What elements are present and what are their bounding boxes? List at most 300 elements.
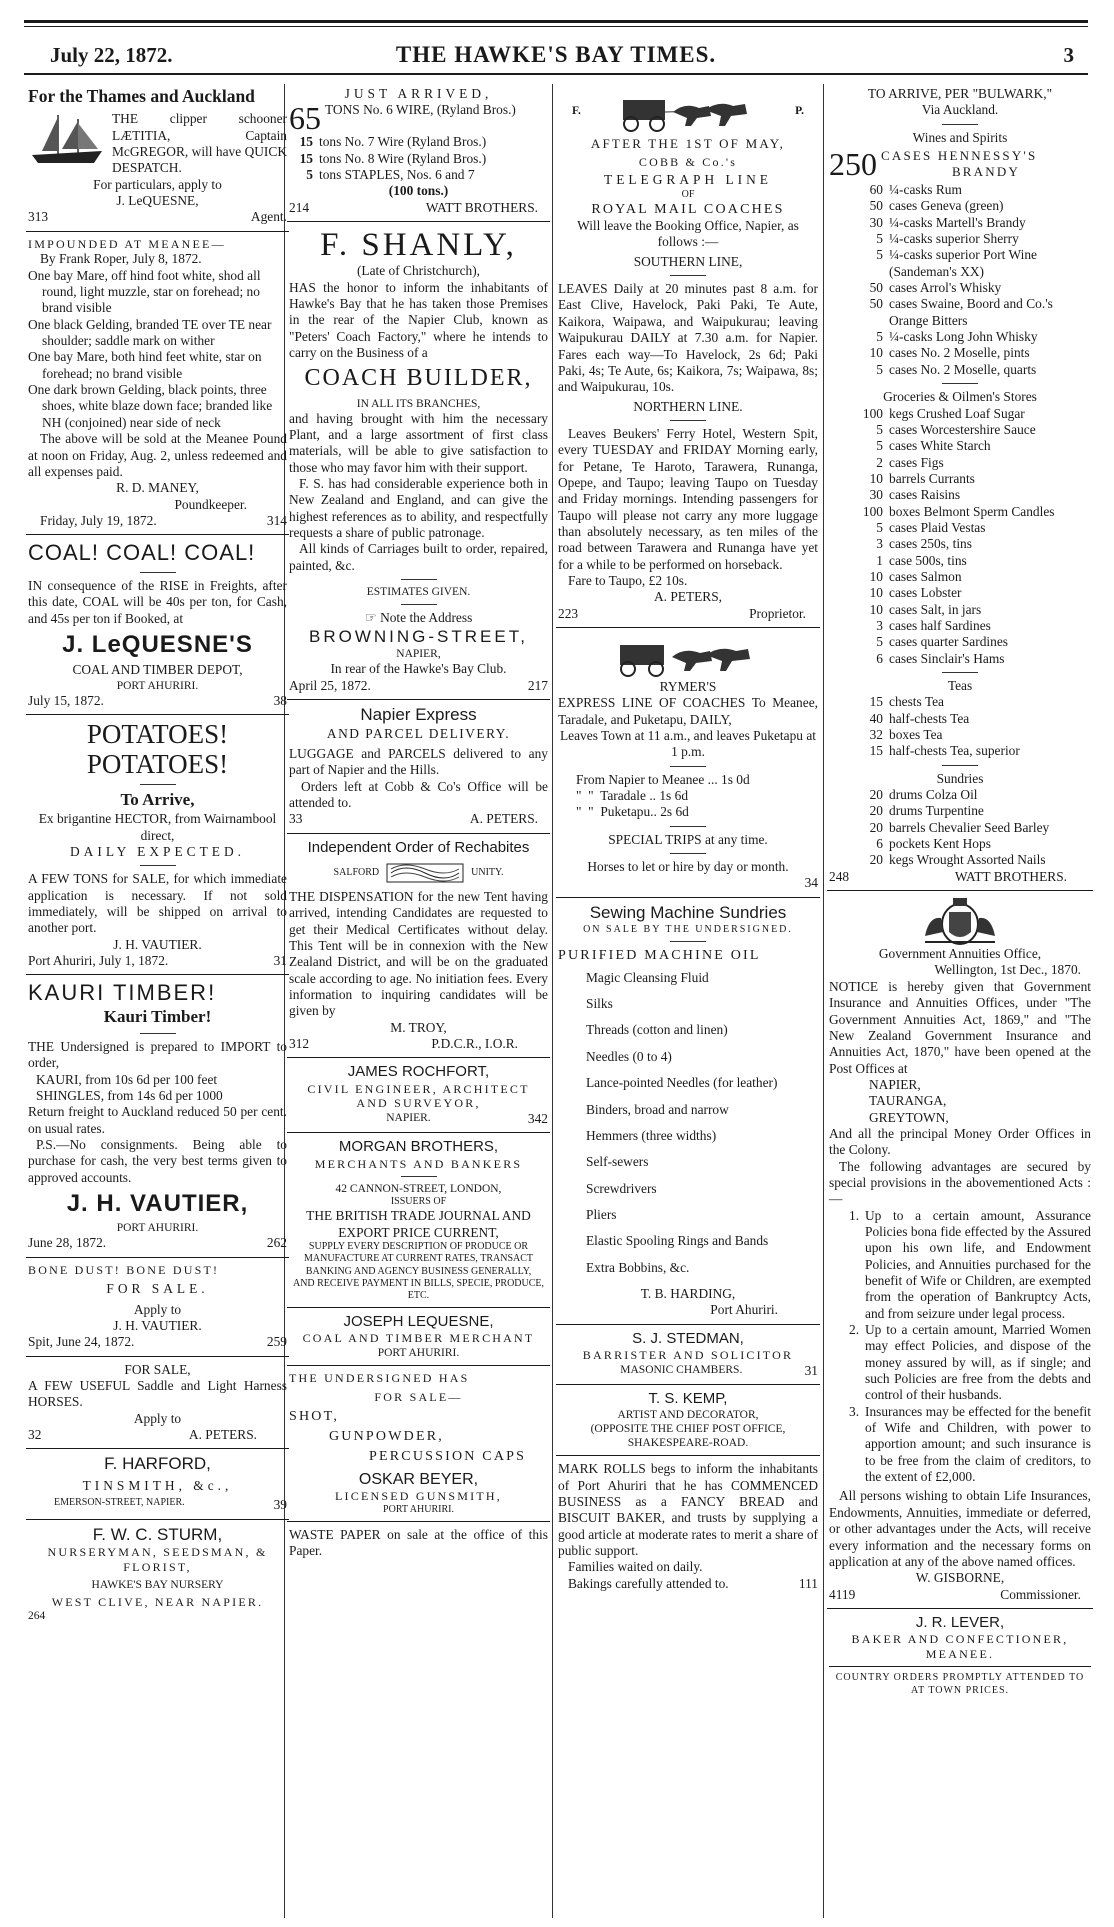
ad-name: F. W. C. STURM, bbox=[92, 1524, 223, 1544]
ad-title: COAL! COAL! COAL! bbox=[28, 540, 256, 566]
ad-name: F. SHANLY, bbox=[320, 227, 517, 264]
list-item: GUNPOWDER, bbox=[329, 1429, 444, 1445]
ad-number: 312 bbox=[289, 1036, 310, 1052]
ad-lever bbox=[827, 1614, 1093, 1697]
ad-body: And all the principal Money Order Offices in the Colony. bbox=[829, 1125, 1091, 1158]
ad-office: Government Annuities Office, bbox=[878, 946, 1042, 962]
ad-number: 38 bbox=[273, 692, 287, 708]
ad-number: 39 bbox=[273, 1497, 287, 1513]
ad-body: THE BRITISH TRADE JOURNAL AND EXPORT PRICE CURRENT, bbox=[306, 1208, 531, 1240]
list-item: PERCUSSION CAPS bbox=[369, 1449, 527, 1465]
ad-name: JAMES ROCHFORT, bbox=[347, 1063, 490, 1081]
quantity: 5 bbox=[876, 247, 883, 263]
ad-fare: Fare to Taupo, £2 10s. bbox=[568, 572, 688, 588]
list-item bbox=[829, 215, 1091, 231]
list-item: Silks bbox=[586, 996, 613, 1012]
ad-name: A. PETERS. bbox=[188, 1426, 257, 1442]
quantity: 30 bbox=[869, 214, 883, 230]
ad-title: KAURI TIMBER! bbox=[28, 980, 217, 1006]
ad-name: MORGAN BROTHERS, bbox=[338, 1138, 499, 1156]
ad-trade: TINSMITH, &c., bbox=[82, 1477, 233, 1493]
ad-place: WEST CLIVE, NEAR NAPIER. bbox=[51, 1594, 264, 1609]
ad-bone-dust bbox=[26, 1263, 289, 1351]
ad-trade: LICENSED GUNSMITH, bbox=[335, 1489, 502, 1504]
ad-label: OF bbox=[681, 188, 695, 200]
ad-subtitle: SPECIAL TRIPS at any time. bbox=[608, 831, 768, 847]
ad-morgan bbox=[287, 1138, 550, 1302]
ad-title: THE UNDERSIGNED HAS bbox=[289, 1371, 470, 1386]
ad-number: 34 bbox=[804, 875, 818, 891]
item-description: cases Arrol's Whisky bbox=[889, 280, 1002, 296]
ad-trade: BAKER AND CONFECTIONER, bbox=[851, 1632, 1069, 1647]
list-item: BRANDY bbox=[951, 163, 1021, 179]
quantity: 32 bbox=[869, 727, 883, 743]
ad-subtitle: To Arrive, bbox=[120, 790, 195, 810]
ad-kauri bbox=[26, 980, 289, 1251]
royal-coat-of-arms-icon bbox=[885, 896, 1035, 946]
fare-row: " " Puketapu.. 2s 6d bbox=[576, 804, 689, 820]
list-item: One black Gelding, branded TE over TE near shoulder; saddle mark on wither bbox=[28, 316, 272, 349]
ad-body: Bakings carefully attended to. bbox=[568, 1575, 729, 1591]
list-item: Up to a certain amount, Assurance Policies bona fide effected by the Assured upon his own life, and Endowment Policies, and Annuities purchased for the benefit of Wife or Children, are exempted from the operation of Bankruptcy Acts, and from seizure under legal process. bbox=[865, 1207, 1091, 1321]
quantity: 15 bbox=[299, 150, 313, 166]
ad-joseph-lequesne bbox=[287, 1313, 550, 1360]
item-description: cases Swaine, Boord and Co.'s Orange Bitters bbox=[889, 296, 1053, 328]
ad-number: 214 bbox=[289, 199, 310, 215]
list-item: Hemmers (three widths) bbox=[586, 1127, 717, 1143]
quantity: 20 bbox=[869, 819, 883, 835]
list-item bbox=[829, 651, 1091, 667]
column-2 bbox=[287, 86, 550, 1916]
ad-number: 111 bbox=[798, 1575, 818, 1591]
ad-shanly bbox=[287, 227, 550, 694]
quantity: 2 bbox=[876, 454, 883, 470]
ad-place: PORT AHURIRI. bbox=[377, 1347, 460, 1360]
list-item: Threads (cotton and linen) bbox=[586, 1022, 728, 1038]
column-4 bbox=[827, 86, 1093, 1916]
ad-coal bbox=[26, 540, 289, 709]
ad-trade: CIVIL ENGINEER, ARCHITECT AND SURVEYOR, bbox=[307, 1081, 530, 1111]
ad-waste-paper: WASTE PAPER on sale at the office of this Paper. bbox=[289, 1526, 548, 1559]
list-item: Lance-pointed Needles (for leather) bbox=[586, 1075, 778, 1091]
ad-cobb-co bbox=[556, 86, 820, 622]
ad-name: J. R. LEVER, bbox=[915, 1613, 1005, 1631]
item-description: cases White Starch bbox=[889, 438, 991, 454]
list-item: Binders, broad and narrow bbox=[586, 1101, 729, 1117]
ad-role: Poundkeeper. bbox=[174, 496, 247, 512]
ad-kemp bbox=[556, 1390, 820, 1450]
item-description: cases Raisins bbox=[889, 487, 961, 503]
list-item bbox=[829, 471, 1091, 487]
item-description: cases Worcestershire Sauce bbox=[889, 421, 1036, 437]
ad-body: All kinds of Carriages built to order, repaired, painted, &c. bbox=[289, 541, 548, 573]
quantity: 50 bbox=[869, 280, 883, 296]
ad-title: FOR SALE, bbox=[124, 1361, 191, 1377]
ad-rochfort bbox=[287, 1063, 550, 1127]
quantity: 3 bbox=[876, 536, 883, 552]
ad-annuities: Government Annuities Office, Wellington, 1st Dec., 1870. NOTICE is hereby given that Government Insurance and Annuities Offices, under "The Government Annuities Act, 1869," and "The New Zealand Government Insurance and Annuities Act, 1870," have been opened at the Post Offices at NAPIER, TAURANGA, GREYTOWN, And all the principal Money Order Offices in the Colony. The following advantages are secured by special provisions in the abovementioned Acts :— 1. Up to a certain amount, Assurance Policies bona fide effected by the Assured upon his own life, and Endowment Policies, and Annuities purchased for the benefit of Wife or Children, are exempted from the operation of Bankruptcy Acts, and from seizure under legal process. 2. Up to a certain amount, Married Women may effect Policies, and dispose of the money assured by will, as if single; and such Policies are free from the debts and control of their husbands. 3. Insurances may be effected for the benefit of Wife and Children, with power to apportion amount; and such insurance is to be free from the claim of creditors, to the extent of £2,000. All persons wishing to obtain Life Insurances, Endowments, Annuities, immediate or deferred, or other advantages under the Acts, will receive every information and the necessary forms on application at any of the above named offices. W. GISBORNE, 4119 Commissioner. bbox=[827, 896, 1093, 1603]
pointing-hand-icon: ☞ bbox=[364, 610, 381, 626]
ad-product: PURIFIED MACHINE OIL bbox=[558, 947, 761, 963]
ad-role: P.D.C.R., I.O.R. bbox=[431, 1036, 518, 1052]
town: GREYTOWN, bbox=[869, 1109, 949, 1125]
ad-body: Orders left at Cobb & Co's Office will be attended to. bbox=[289, 778, 548, 811]
ad-subtitle: FOR SALE. bbox=[106, 1281, 209, 1297]
ad-thames-auckland bbox=[26, 86, 289, 226]
newspaper-title: THE HAWKE'S BAY TIMES. bbox=[395, 42, 717, 67]
list-item: Pliers bbox=[586, 1206, 617, 1222]
item-description: ¼-casks Martell's Brandy bbox=[889, 214, 1026, 230]
ad-body: F. S. has had considerable experience both in New Zealand and England, and can give the highest references as to ability, and respectfully requests a share of public patronage. bbox=[289, 476, 548, 541]
item-description: ¼-casks superior Sherry bbox=[889, 231, 1019, 247]
ad-note: ISSUERS OF bbox=[390, 1196, 447, 1208]
ad-title: Napier Express bbox=[360, 704, 477, 724]
item-description: pockets Kent Hops bbox=[889, 836, 991, 852]
ad-body: Leaves Beukers' Ferry Hotel, Western Spit, every TUESDAY and FRIDAY Morning early, for Petane, Te Haroto, Tarawera, Runanga, Opepe, and Taupo; leaving Taupo on Tuesday and Friday mornings. Intending passengers for Taupo will please not carry any more luggage than absolutely necessary, as ten miles of the road between Tarawera and Runanga have yet for a while to be performed on horseback. bbox=[558, 425, 818, 572]
item-description: drums Colza Oil bbox=[889, 787, 978, 803]
list-item bbox=[829, 852, 1091, 868]
list-item bbox=[829, 487, 1091, 503]
ad-name: F. HARFORD, bbox=[104, 1454, 211, 1474]
ad-just-arrived bbox=[287, 86, 550, 216]
ad-body: A FEW TONS for SALE, for which immediate application is necessary. If not sold immediately, will be shipped on arrival to another port. bbox=[28, 871, 287, 936]
schooner-icon bbox=[28, 111, 108, 167]
quantity: 15 bbox=[869, 743, 883, 759]
ad-label: UNITY. bbox=[471, 866, 504, 878]
ad-body: THE DISPENSATION for the new Tent having arrived, intending Candidates are requested to get their Medical Certificates without delay. This Tent will be in connexion with the New Zealand District, and will be on the graduated scale according to age. No initiation fees. Every information to inquiring candidates will be given by bbox=[289, 889, 548, 1019]
ad-ps: P.S.—No consignments. Being able to purchase for cash, the very best terms given to approved accounts. bbox=[28, 1136, 287, 1185]
ad-body: The following advantages are secured by special provisions in the abovementioned Acts :— bbox=[829, 1158, 1091, 1207]
emblem-icon bbox=[385, 861, 465, 885]
ad-address: EMERSON-STREET, NAPIER. bbox=[54, 1497, 185, 1509]
list-item bbox=[829, 296, 1091, 329]
ad-number: 313 bbox=[28, 209, 49, 225]
quantity: 100 bbox=[862, 503, 883, 519]
ad-number: 33 bbox=[289, 811, 303, 827]
ad-section-title: NORTHERN LINE. bbox=[633, 398, 743, 414]
list-item: Insurances may be effected for the benefit of Wife and Children, with power to apportion amount; and such insurance is to be free from the claim of creditors, to the extent of £2,000. bbox=[865, 1403, 1091, 1485]
quantity: 5 bbox=[876, 519, 883, 535]
ad-name: J. H. VAUTIER, bbox=[66, 1189, 249, 1217]
ad-subtitle: COAL AND TIMBER DEPOT, bbox=[72, 662, 243, 678]
ad-body: AND RECEIVE PAYMENT IN BILLS, SPECIE, PRODUCE, ETC. bbox=[292, 1277, 545, 1301]
ad-stedman bbox=[556, 1330, 820, 1379]
ad-place: MEANEE. bbox=[925, 1646, 995, 1661]
ad-body: THE Undersigned is prepared to IMPORT to order, bbox=[28, 1038, 287, 1071]
item-description: cases No. 2 Moselle, quarts bbox=[889, 361, 1037, 377]
list-item bbox=[829, 618, 1091, 634]
item-description: cases half Sardines bbox=[889, 617, 991, 633]
item-description: boxes Tea bbox=[889, 727, 943, 743]
ad-body: MARK ROLLS begs to inform the inhabitants of Port Ahuriri that he has COMMENCED BUSINESS as a FANCY BREAD and BISCUIT BAKER, and trusts by supplying a good article at moderate rates to merit a share of public support. bbox=[558, 1461, 818, 1558]
ad-trade: BARRISTER AND SOLICITOR bbox=[582, 1347, 794, 1362]
ad-trade: COACH BUILDER, bbox=[304, 365, 533, 392]
fare-row: " " Taradale .. 1s 6d bbox=[576, 788, 689, 804]
ad-name: A. PETERS. bbox=[469, 811, 538, 827]
ad-rechabites bbox=[287, 839, 550, 1053]
list-item bbox=[829, 362, 1091, 378]
ad-body: The above will be sold at the Meanee Pound at noon on Friday, Aug. 2, unless redeemed and all expenses paid. bbox=[28, 431, 287, 479]
ad-body: HAS the honor to inform the inhabitants of Hawke's Bay that he has taken those Premises in the rear of the Napier Club, known as "Peters' Coach Factory," where he intends to carry on the Business of a bbox=[289, 279, 548, 361]
ad-date: Spit, June 24, 1872. bbox=[28, 1334, 135, 1350]
list-item bbox=[829, 455, 1091, 471]
ad-title: AFTER THE 1ST OF MAY, bbox=[590, 136, 786, 151]
list-item: tons No. 7 Wire (Ryland Bros.) bbox=[319, 134, 487, 150]
item-description: boxes Belmont Sperm Candles bbox=[889, 503, 1055, 519]
ad-number: 262 bbox=[266, 1235, 287, 1251]
ad-mark-rolls bbox=[556, 1461, 820, 1592]
quantity: 15 bbox=[299, 134, 313, 150]
list-item bbox=[829, 520, 1091, 536]
quantity: 100 bbox=[862, 405, 883, 421]
ad-trade: COAL AND TIMBER MERCHANT bbox=[302, 1331, 535, 1346]
grocery-list bbox=[829, 406, 1091, 668]
ad-place: PORT AHURIRI. bbox=[116, 679, 199, 692]
ad-title: JUST ARRIVED, bbox=[344, 86, 493, 101]
ad-body: Leaves Town at 11 a.m., and leaves Puketapu at 1 p.m. bbox=[559, 728, 816, 760]
ad-line: SHINGLES, from 14s 6d per 1000 bbox=[36, 1087, 223, 1103]
fare-row: From Napier to Meanee ... 1s 0d bbox=[576, 771, 750, 787]
product-list bbox=[558, 970, 818, 1276]
ad-place: NAPIER. bbox=[386, 1112, 431, 1125]
ad-title: IMPOUNDED AT MEANEE— bbox=[28, 236, 226, 251]
ad-subtitle: ON SALE BY THE UNDERSIGNED. bbox=[583, 923, 793, 935]
item-description: cases Figs bbox=[889, 454, 944, 470]
ad-note: Note the Address bbox=[380, 610, 473, 626]
ad-label: SALFORD bbox=[333, 866, 380, 878]
ad-title: POTATOES! POTATOES! bbox=[86, 719, 229, 779]
ad-title: RYMER'S bbox=[659, 679, 717, 694]
ad-body: Ex brigantine HECTOR, from Wairnambool direct, bbox=[38, 811, 277, 843]
list-item bbox=[829, 536, 1091, 552]
coach-icon bbox=[608, 633, 768, 679]
town: NAPIER, bbox=[869, 1076, 921, 1092]
column-3 bbox=[556, 86, 820, 1916]
ad-name: WATT BROTHERS. bbox=[425, 199, 538, 215]
ad-place: MASONIC CHAMBERS. bbox=[620, 1363, 743, 1376]
ad-sturm bbox=[26, 1525, 289, 1624]
quantity: 5 bbox=[876, 438, 883, 454]
ad-trade: MERCHANTS AND BANKERS bbox=[314, 1156, 523, 1171]
ad-date: Port Ahuriri, July 1, 1872. bbox=[28, 952, 169, 968]
ad-subtitle: DAILY EXPECTED. bbox=[70, 843, 245, 859]
ad-title: TO ARRIVE, PER "BULWARK," bbox=[867, 86, 1053, 101]
ad-number: 217 bbox=[527, 677, 548, 693]
ad-body: Will leave the Booking Office, Napier, as follows :— bbox=[577, 218, 799, 250]
ad-number: 32 bbox=[28, 1426, 42, 1442]
section-title: Wines and Spirits bbox=[912, 129, 1008, 145]
list-item bbox=[829, 694, 1091, 710]
list-item bbox=[829, 585, 1091, 601]
quantity: 20 bbox=[869, 787, 883, 803]
ad-potatoes bbox=[26, 720, 289, 969]
column-1 bbox=[26, 86, 289, 1916]
ad-title: Sewing Machine Sundries bbox=[589, 902, 787, 922]
quantity: 10 bbox=[869, 568, 883, 584]
list-item bbox=[829, 329, 1091, 345]
ad-subtitle: FOR SALE— bbox=[374, 1389, 463, 1404]
list-item bbox=[829, 422, 1091, 438]
list-item bbox=[829, 787, 1091, 803]
item-description: cases quarter Sardines bbox=[889, 634, 1008, 650]
ad-subtitle: IN ALL ITS BRANCHES, bbox=[356, 397, 481, 410]
ad-body: IN consequence of the RISE in Freights, after this date, COAL will be 40s per ton, for Cash, and 45s per ton if Booked, at bbox=[28, 578, 287, 626]
quantity: 15 bbox=[869, 694, 883, 710]
list-item bbox=[829, 231, 1091, 247]
quantity: 50 bbox=[869, 198, 883, 214]
ad-title: For the Thames and Auckland bbox=[28, 86, 255, 106]
ad-body: and having brought with him the necessary Plant, and a large assortment of first class materials, will be able to give satisfaction to those who may favor him with their support. bbox=[289, 410, 548, 475]
ad-body: In rear of the Hawke's Bay Club. bbox=[330, 661, 507, 677]
list-item: One bay Mare, off hind foot white, shod all round, light muzzle, star on forehead; no brand visible bbox=[28, 267, 261, 316]
item-description: half-chests Tea, superior bbox=[889, 743, 1020, 759]
quantity: 5 bbox=[876, 634, 883, 650]
list-item bbox=[829, 711, 1091, 727]
list-item: Elastic Spooling Rings and Bands bbox=[586, 1233, 769, 1249]
list-item: Screwdrivers bbox=[586, 1180, 657, 1196]
ad-firm: COBB & Co.'s bbox=[638, 154, 738, 169]
item-description: case 500s, tins bbox=[889, 552, 967, 568]
ad-number: 223 bbox=[558, 605, 579, 621]
list-item bbox=[829, 198, 1091, 214]
item-description: cases Lobster bbox=[889, 585, 962, 601]
item-description: cases No. 2 Moselle, pints bbox=[889, 345, 1030, 361]
list-item bbox=[829, 406, 1091, 422]
quantity: 3 bbox=[876, 617, 883, 633]
list-item bbox=[829, 247, 1091, 280]
quantity: 60 bbox=[869, 182, 883, 198]
quantity: 20 bbox=[869, 803, 883, 819]
issue-date: July 22, 1872. bbox=[50, 43, 173, 67]
ad-name: J. LeQUESNE, bbox=[116, 193, 199, 209]
quantity: 1 bbox=[876, 552, 883, 568]
ad-name: OSKAR BEYER, bbox=[358, 1470, 479, 1488]
ad-section-title: SOUTHERN LINE, bbox=[633, 253, 743, 269]
section-title: Sundries bbox=[936, 770, 984, 786]
column-divider bbox=[823, 84, 824, 1918]
item-description: cases Geneva (green) bbox=[889, 198, 1004, 214]
ad-name: T. S. KEMP, bbox=[648, 1389, 728, 1407]
ad-body: LEAVES Daily at 20 minutes past 8 a.m. for East Clive, Havelock, Paki Paki, Te Aute, Kaikora, Waipawa, and Waipukurau; leaving Waipukurau DAILY at 7.30 a.m. for Napier. Fares each way—To Havelock, 2s 6d; Paki Paki, 4s; Te Aute, 6s; Kaikora, 7s; Waipawa, 8s; and Waipukurau, 10s. bbox=[558, 281, 818, 395]
item-description: chests Tea bbox=[889, 694, 944, 710]
list-item bbox=[829, 634, 1091, 650]
ad-apply: For particulars, apply to bbox=[93, 176, 222, 192]
sundries-list bbox=[829, 787, 1091, 869]
town: TAURANGA, bbox=[869, 1093, 947, 1109]
ad-address: 42 CANNON-STREET, LONDON, bbox=[335, 1183, 502, 1196]
page-number: 3 bbox=[1063, 43, 1074, 67]
ad-role: Agent. bbox=[250, 209, 287, 225]
list-item: Extra Bobbins, &c. bbox=[586, 1259, 690, 1275]
item-description: ¼-casks superior Port Wine (Sandeman's XX) bbox=[889, 247, 1037, 279]
ad-name: R. D. MANEY, bbox=[116, 480, 199, 496]
ad-name: J. H. VAUTIER. bbox=[113, 936, 202, 952]
ad-number: 31 bbox=[804, 1362, 818, 1378]
ad-number: 342 bbox=[527, 1111, 548, 1127]
list-item bbox=[829, 602, 1091, 618]
ad-harford bbox=[26, 1454, 289, 1513]
ad-name: S. J. STEDMAN, bbox=[632, 1329, 744, 1347]
ad-shot bbox=[287, 1371, 550, 1516]
item-description: half-chests Tea bbox=[889, 710, 970, 726]
list-item bbox=[829, 182, 1091, 198]
item-description: ¼-casks Long John Whisky bbox=[889, 329, 1038, 345]
ad-body: NOTICE is hereby given that Government Insurance and Annuities Offices, under "The Government Annuities Act, 1869," and "The New Zealand Government Insurance and Annuities Act, 1870," have been opened at the Post Offices at bbox=[829, 978, 1091, 1076]
ad-date: July 15, 1872. bbox=[28, 692, 104, 708]
masthead bbox=[24, 20, 1088, 76]
list-item bbox=[829, 569, 1091, 585]
ad-body: Horses to let or hire by day or month. bbox=[587, 859, 789, 875]
item-description: kegs Wrought Assorted Nails bbox=[889, 852, 1046, 868]
quantity: 30 bbox=[869, 487, 883, 503]
item-description: cases Plaid Vestas bbox=[889, 519, 986, 535]
quantity: 6 bbox=[876, 650, 883, 666]
list-item: SHOT, bbox=[289, 1409, 340, 1425]
ad-name: W. GISBORNE, bbox=[915, 1570, 1005, 1586]
list-item: tons STAPLES, Nos. 6 and 7 bbox=[319, 167, 475, 183]
ad-date: June 28, 1872. bbox=[28, 1235, 107, 1251]
ad-body: EXPRESS LINE OF COACHES To Meanee, Taradale, and Puketapu, DAILY, bbox=[558, 695, 818, 727]
list-item: (100 tons.) bbox=[388, 183, 449, 199]
ad-bulwark bbox=[827, 86, 1093, 885]
quantity: 5 bbox=[876, 329, 883, 345]
ad-body: All persons wishing to obtain Life Insurances, Endowments, Annuities, immediate or deferred, or other advantages under the Acts, will receive every information and the necessary forms on application at any of the above named offices. bbox=[829, 1488, 1091, 1569]
ad-body: Families waited on daily. bbox=[568, 1559, 703, 1575]
column-divider bbox=[552, 84, 553, 1918]
ad-address: BROWNING-STREET, bbox=[309, 626, 528, 646]
ad-number: 4119 bbox=[829, 1586, 856, 1602]
ad-number: 31 bbox=[273, 952, 287, 968]
ad-label: P. bbox=[795, 104, 804, 117]
list-item bbox=[829, 438, 1091, 454]
quantity: 10 bbox=[869, 345, 883, 361]
ad-role: Proprietor. bbox=[749, 605, 806, 621]
ad-name: M. TROY, bbox=[390, 1019, 447, 1035]
ad-body: A FEW USEFUL Saddle and Light Harness HORSES. bbox=[28, 1377, 287, 1410]
ad-place: PORT AHURIRI. bbox=[116, 1222, 199, 1235]
ad-date: April 25, 1872. bbox=[289, 677, 371, 693]
ad-body: LUGGAGE and PARCELS delivered to any part of Napier and the Hills. bbox=[289, 746, 548, 778]
ad-name: WATT BROTHERS. bbox=[954, 868, 1067, 884]
ad-address: (OPPOSITE THE CHIEF POST OFFICE, SHAKESPEARE-ROAD. bbox=[590, 1423, 786, 1450]
ad-name: A. PETERS, bbox=[653, 589, 723, 605]
list-item: One dark brown Gelding, black points, three shoes, white blaze down face; branded like NH (conjoined) near side of neck bbox=[28, 382, 273, 430]
quantity: 6 bbox=[876, 836, 883, 852]
item-description: barrels Chevalier Seed Barley bbox=[889, 819, 1050, 835]
ad-subtitle: TELEGRAPH LINE bbox=[604, 172, 772, 188]
ad-subtitle: (Late of Christchurch), bbox=[356, 263, 481, 279]
list-item bbox=[829, 504, 1091, 520]
coach-icon bbox=[613, 86, 763, 136]
ad-name: J. H. VAUTIER. bbox=[113, 1317, 202, 1333]
section-title: Teas bbox=[947, 678, 973, 693]
item-description: ¼-casks Rum bbox=[889, 182, 962, 198]
ad-title: BONE DUST! BONE DUST! bbox=[28, 1262, 220, 1277]
ad-line: KAURI, from 10s 6d per 100 feet bbox=[36, 1071, 218, 1087]
ad-nursery: HAWKE'S BAY NURSERY bbox=[91, 1578, 224, 1591]
item-description: barrels Currants bbox=[889, 470, 975, 486]
list-item: Magic Cleansing Fluid bbox=[586, 969, 709, 985]
ad-place: NAPIER, bbox=[396, 648, 441, 661]
list-item bbox=[829, 820, 1091, 836]
list-item bbox=[829, 553, 1091, 569]
quantity: 5 bbox=[876, 361, 883, 377]
quantity: 5 bbox=[876, 421, 883, 437]
item-description: cases 250s, tins bbox=[889, 536, 972, 552]
quantity: 20 bbox=[869, 852, 883, 868]
ad-date: Wellington, 1st Dec., 1870. bbox=[934, 962, 1081, 978]
quantity: 10 bbox=[869, 470, 883, 486]
